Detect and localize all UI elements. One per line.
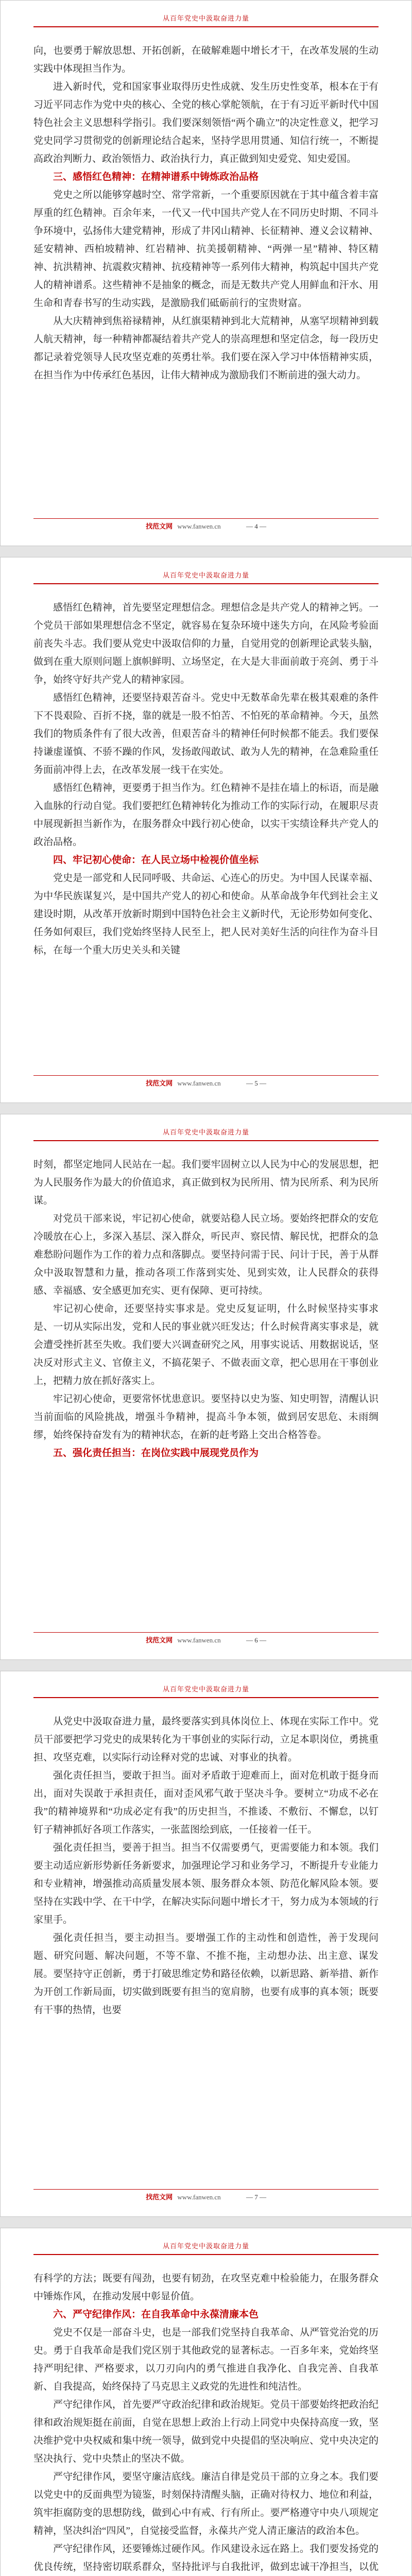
footer-site-url: www.fanwen.cn [177, 522, 221, 530]
page-body [33, 2269, 379, 2576]
body-paragraph: 党史不仅是一部奋斗史，也是一部我们党坚持自我革命、从严管党治党的历史。勇于自我革命是我们党区别于其他政党的显著标志。一百多年来，党始终坚持严明纪律、严格要求，以刀刃向内的勇气推进自我净化、自我完善、自我革新、自我提高，始终保持了马克思主义政党的先进性和纯洁性。 [33, 2327, 379, 2392]
body-paragraph: 牢记初心使命，还要坚持实事求是。党史反复证明，什么时候坚持实事求是、一切从实际出发，党和人民的事业就兴旺发达；什么时候背离实事求是，就会遭受挫折甚至失败。我们要大兴调查研究之风，用事实说话、用数据说话，坚决反对形式主义、官僚主义，不搞花架子、不做表面文章，把心思用在干事创业上，把精力放在抓好落实上。 [33, 1303, 379, 1386]
footer-site-name: 找范文网 [146, 1079, 173, 1087]
document-page [0, 557, 412, 1103]
page-number: — 7 — [246, 2193, 266, 2201]
page-body [33, 599, 379, 959]
body-paragraph: 强化责任担当，要敢于担当。面对矛盾敢于迎难而上，面对危机敢于挺身而出，面对失误敢于承担责任，面对歪风邪气敢于坚决斗争。要树立“功成不必在我”的精神境界和“功成必定有我”的历史担当，不推诿、不敷衍、不懈怠，以钉钉子精神抓好各项工作落实，一张蓝图绘到底，一任接着一任干。 [33, 1770, 379, 1835]
running-header-text: 从百年党史中汲取奋进力量 [162, 571, 249, 579]
document-page [0, 1671, 412, 2217]
running-header-text: 从百年党史中汲取奋进力量 [162, 14, 249, 22]
section-heading: 四、牢记初心使命：在人民立场中检视价值坐标 [53, 855, 259, 866]
body-paragraph: 时刻，都坚定地同人民站在一起。我们要牢固树立以人民为中心的发展思想，把为人民服务作为最大的价值追求，真正做到权为民所用、情为民所系、利为民所谋。 [33, 1159, 379, 1206]
running-header [33, 1684, 379, 1698]
body-paragraph: 向，也要勇于解放思想、开拓创新，在破解难题中增长才干，在改革发展的生动实践中体现担当作为。 [33, 45, 379, 74]
running-header [33, 570, 379, 584]
page-number: — 4 — [246, 522, 266, 530]
body-paragraph: 感悟红色精神，还要坚持艰苦奋斗。党史中无数革命先辈在极其艰难的条件下不畏艰险、百折不挠，靠的就是一股不怕苦、不怕死的革命精神。今天，虽然我们的物质条件有了很大改善，但艰苦奋斗的精神任何时候都不能丢。我们要保持谦虚谨慎、不骄不躁的作风，发扬敢闯敢试、敢为人先的精神，在急难险重任务面前冲得上去，在改革发展一线干在实处。 [33, 692, 379, 775]
footer-site-name: 找范文网 [146, 2193, 173, 2201]
running-header [33, 13, 379, 27]
document-page [0, 1114, 412, 1660]
page-footer [33, 1632, 379, 1648]
section-heading: 五、强化责任担当：在岗位实践中展现党员作为 [53, 1448, 259, 1459]
footer-site-name: 找范文网 [146, 1636, 173, 1644]
running-header-text: 从百年党史中汲取奋进力量 [162, 1685, 249, 1693]
body-paragraph: 从党史中汲取奋进力量，最终要落实到具体岗位上、体现在实际工作中。党员干部要把学习党史的成果转化为干事创业的实际行动，立足本职岗位，勇挑重担、攻坚克难，以实际行动诠释对党的忠诚、对事业的执着。 [33, 1716, 379, 1763]
running-header [33, 2241, 379, 2255]
body-paragraph: 严守纪律作风，首先要严守政治纪律和政治规矩。党员干部要始终把政治纪律和政治规矩挺在前面，自觉在思想上政治上行动上同党中央保持高度一致，坚决维护党中央权威和集中统一领导，做到党中央提倡的坚决响应、党中央决定的坚决执行、党中央禁止的坚决不做。 [33, 2399, 379, 2464]
page-body [33, 1156, 379, 1462]
page-body [33, 42, 379, 384]
page-footer [33, 1075, 379, 1091]
footer-site-name: 找范文网 [146, 522, 173, 530]
body-paragraph: 强化责任担当，要主动担当。要增强工作的主动性和创造性，善于发现问题、研究问题、解决问题，不等不靠、不推不拖，主动想办法、出主意、谋发展。要坚持守正创新，勇于打破思维定势和路径依赖，以新思路、新举措、新作为开创工作新局面，切实做到既要有担当的宽肩膀，也要有成事的真本领；既要有干事的热情，也要 [33, 1933, 379, 2015]
document-page [0, 2228, 412, 2576]
document-page [0, 0, 412, 546]
body-paragraph: 感悟红色精神，更要勇于担当作为。红色精神不是挂在墙上的标语，而是融入血脉的行动自觉。我们要把红色精神转化为推动工作的实际行动，在履职尽责中展现新担当新作为，在服务群众中践行初心使命，以实干实绩诠释共产党人的政治品格。 [33, 783, 379, 848]
body-paragraph: 有科学的方法；既要有闯劲，也要有韧劲，在攻坚克难中检验能力，在服务群众中锤炼作风，在推动发展中彰显价值。 [33, 2273, 379, 2302]
body-paragraph: 严守纪律作风，要坚守廉洁底线。廉洁自律是党员干部的立身之本。我们要以党史中的反面典型为镜鉴，时刻保持清醒头脑，正确对待权力、地位和利益，筑牢拒腐防变的思想防线，做到心中有戒、行有所止。要严格遵守中央八项规定精神，坚决纠治“四风”，自觉接受监督，永葆共产党人清正廉洁的政治本色。 [33, 2471, 379, 2536]
body-paragraph: 党史是一部党和人民同呼吸、共命运、心连心的历史。为中国人民谋幸福、为中华民族谋复兴，是中国共产党人的初心和使命。从革命战争年代到社会主义建设时期，从改革开放新时期到中国特色社会主义新时代，无论形势如何变化、任务如何艰巨，我们党始终坚持人民至上，把人民对美好生活的向往作为奋斗目标，在每一个重大历史关头和关键 [33, 873, 379, 956]
body-paragraph: 对党员干部来说，牢记初心使命，就要站稳人民立场。要始终把群众的安危冷暖放在心上，多深入基层、深入群众，听民声、察民情、解民忧，把群众的急难愁盼问题作为工作的着力点和落脚点。要坚持问需于民、问计于民，善于从群众中汲取智慧和力量，推动各项工作落到实处、见到实效，让人民群众的获得感、幸福感、安全感更加充实、更有保障、更可持续。 [33, 1213, 379, 1296]
body-paragraph: 牢记初心使命，更要常怀忧患意识。要坚持以史为鉴、知史明智，清醒认识当前面临的风险挑战，增强斗争精神，提高斗争本领，做到居安思危、未雨绸缪，始终保持奋发有为的精神状态，在新的赶考路上交出合格答卷。 [33, 1394, 379, 1440]
footer-site-url: www.fanwen.cn [177, 1636, 221, 1644]
footer-site-url: www.fanwen.cn [177, 1079, 221, 1087]
body-paragraph: 强化责任担当，要善于担当。担当不仅需要勇气，更需要能力和本领。我们要主动适应新形势新任务新要求，加强理论学习和业务学习，不断提升专业能力和专业精神，增强推动高质量发展本领、服务群众本领、防范化解风险本领。要坚持在实践中学、在干中学，在解决实际问题中增长才干，努力成为本领域的行家里手。 [33, 1842, 379, 1925]
running-header-text: 从百年党史中汲取奋进力量 [162, 2242, 249, 2250]
body-paragraph: 进入新时代，党和国家事业取得历史性成就、发生历史性变革，根本在于有习近平同志作为党中央的核心、全党的核心掌舵领航，在于有习近平新时代中国特色社会主义思想科学指引。我们要深刻领悟“两个确立”的决定性意义，把学习党史同学习贯彻党的创新理论结合起来，坚持学思用贯通、知信行统一，不断提高政治判断力、政治领悟力、政治执行力，真正做到知史爱党、知史爱国。 [33, 81, 379, 164]
page-footer [33, 2189, 379, 2205]
running-header [33, 1127, 379, 1141]
page-body [33, 1713, 379, 2019]
page-number: — 6 — [246, 1636, 266, 1644]
running-header-text: 从百年党史中汲取奋进力量 [162, 1128, 249, 1136]
footer-site-url: www.fanwen.cn [177, 2193, 221, 2201]
body-paragraph: 严守纪律作风，还要锤炼过硬作风。作风建设永远在路上。我们要发扬党的优良传统，坚持密切联系群众，坚持批评与自我批评，做到忠诚干净担当，以优 [33, 2544, 379, 2572]
body-paragraph: 党史之所以能够穿越时空、常学常新，一个重要原因就在于其中蕴含着丰富厚重的红色精神。百余年来，一代又一代中国共产党人在不同历史时期、不同斗争环境中，弘扬伟大建党精神，形成了井冈山精神、长征精神、遵义会议精神、延安精神、西柏坡精神、红岩精神、抗美援朝精神、“两弹一星”精神、特区精神、抗洪精神、抗震救灾精神、抗疫精神等一系列伟大精神，构筑起中国共产党人的精神谱系。这些精神不是抽象的概念，而是无数共产党人用鲜血和汗水、用生命和青春书写的生动实践，是激励我们砥砺前行的宝贵财富。 [33, 190, 379, 309]
page-number: — 5 — [246, 1079, 266, 1087]
page-footer [33, 518, 379, 534]
body-paragraph: 感悟红色精神，首先要坚定理想信念。理想信念是共产党人的精神之钙。一个党员干部如果理想信念不坚定，就容易在复杂环境中迷失方向，在风险考验面前丧失斗志。我们要从党史中汲取信仰的力量，自觉用党的创新理论武装头脑，做到在重大原则问题上旗帜鲜明、立场坚定，在大是大非面前敢于亮剑、勇于斗争，始终守好共产党人的精神家园。 [33, 602, 379, 685]
body-paragraph: 从大庆精神到焦裕禄精神，从红旗渠精神到北大荒精神，从塞罕坝精神到载人航天精神，每一种精神都凝结着共产党人的崇高理想和坚定信念，每一段历史都记录着党领导人民攻坚克难的英勇壮举。我们要在深入学习中体悟精神实质，在担当作为中传承红色基因，让伟大精神成为激励我们不断前进的强大动力。 [33, 316, 379, 381]
section-heading: 三、感悟红色精神：在精神谱系中铸炼政治品格 [53, 172, 259, 182]
section-heading: 六、严守纪律作风：在自我革命中永葆清廉本色 [53, 2309, 259, 2320]
